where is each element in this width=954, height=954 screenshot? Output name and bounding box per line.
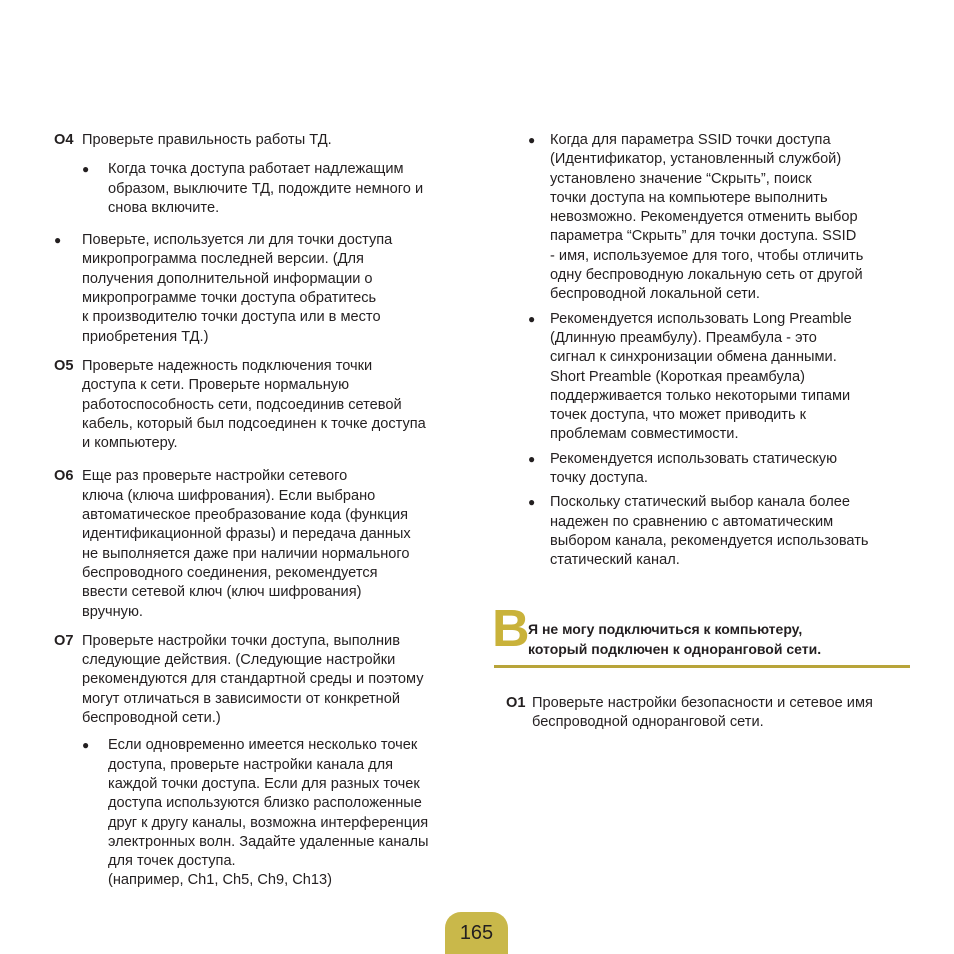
question-o4 [54,131,464,150]
question-o6 [54,467,464,621]
item-number: O5 [54,357,74,374]
list-item [506,131,910,305]
item-number: O4 [54,132,74,148]
item-number: O1 [506,695,526,711]
section-heading [492,600,910,663]
item-text: Проверьте настройки точки доступа, выполнив следующие действия. (Следующие настройки рекомендуются для стандартной среды и поэтому могут отличаться в зависимости от конкретной беспроводной сети.) [82,632,424,727]
bullet-icon: ● [528,311,536,326]
item-text: Когда для параметра SSID точки доступа (Идентификатор, установленный службой) установлено значение “Скрыть”, поиск точки доступа на компьютере выполнить невозможно. Рекомендуется отменить выбор параметра “Скрыть” для точки доступа. SSID - имя, используемое для того, чтобы отличить одну беспроводную локальную сеть от другой беспроводной локальной сети. [550,132,864,303]
item-text: Поверьте, используется ли для точки доступа микропрограмма последней версии. (Для получения дополнительной информации о микропрограмме точки доступа обратитесь к производителю точки доступа или в место приобретения ТД.) [82,232,393,345]
item-text: Если одновременно имеется несколько точек доступа, проверьте настройки канала для каждой точки доступа. Если для разных точек доступа используются близко расположенные друг к другу каналы, возможна интерференция электронных волн. Задайте удаленные каналы для точек доступа. (например, Ch1, Ch5, Ch9, Ch13) [108,737,429,889]
item-text: Когда точка доступа работает надлежащим образом, выключите ТД, подождите немного и снова включите. [108,161,424,216]
answer-o1 [506,694,910,733]
item-number: O7 [54,632,74,649]
list-item [506,493,910,570]
bullet-icon: ● [82,738,90,753]
left-column [54,131,464,891]
section-title: Я не могу подключиться к компьютеру, который подключен к одноранговой сети. [528,621,822,657]
list-item [506,310,910,445]
bullet-icon: ● [82,162,90,177]
list-item [82,160,464,218]
item-text: Еще раз проверьте настройки сетевого ключа (ключа шифрования). Если выбрано автоматическое преобразование кода (функция идентификационной фразы) и передача данных не выполняется даже при наличии нормального беспроводного соединения, рекомендуется ввести сетевой ключ (ключ шифрования) вручную. [82,468,411,620]
item-number: O6 [54,468,74,485]
answer-o1-block [506,694,910,733]
list-item [82,736,464,890]
bullet-list [506,131,910,571]
list-item [506,450,910,489]
item-text: Рекомендуется использовать Long Preamble (Длинную преамбулу). Преамбула - это сигнал к синхронизации обмена данными. Short Preamble (Короткая преамбула) поддерживается только некоторыми типами точек доступа, что может приводить к проблемам совместимости. [550,310,852,443]
list-item [54,231,464,347]
item-text: Проверьте надежность подключения точки доступа к сети. Проверьте нормальную работоспособность сети, подсоединив сетевой кабель, который был подсоединен к точке доступа и компьютеру. [82,357,426,452]
item-text: Рекомендуется использовать статическую точку доступа. [550,450,838,487]
bullet-icon: ● [528,495,536,510]
item-text: Проверьте правильность работы ТД. [82,132,332,148]
section-letter: В [492,600,530,658]
question-o5 [54,357,464,453]
item-text: Поскольку статический выбор канала более надежен по сравнению с автоматическим выбором канала, рекомендуется использовать статический канал. [550,494,869,569]
bullet-icon: ● [528,451,536,466]
section-divider [494,665,910,668]
bullet-icon: ● [528,133,536,147]
item-text: Проверьте настройки безопасности и сетевое имя беспроводной одноранговой сети. [532,695,873,731]
page-number: 165 [445,912,508,954]
question-o7 [54,632,464,728]
bullet-icon: ● [54,233,62,248]
